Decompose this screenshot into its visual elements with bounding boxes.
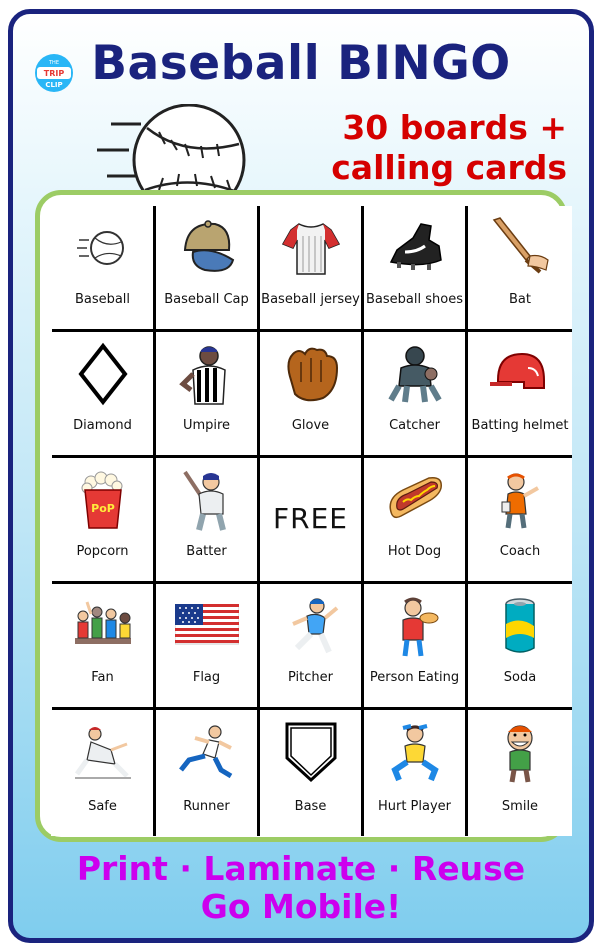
footer-line-1: Print · Laminate · Reuse — [76, 849, 526, 888]
hot-dog-icon — [383, 468, 447, 532]
smiling-man-icon — [488, 720, 552, 784]
bingo-cell — [156, 332, 260, 458]
tagline-line-2: calling cards — [331, 148, 567, 187]
tagline-line-1: 30 boards + — [342, 108, 567, 147]
bingo-cell — [468, 710, 572, 836]
sliding-player-icon — [71, 720, 135, 784]
cell-label: Catcher — [389, 418, 440, 433]
svg-text:CLIP: CLIP — [45, 81, 63, 89]
bingo-cell — [156, 206, 260, 332]
free-space-label: FREE — [273, 502, 348, 535]
cell-label: Bat — [509, 292, 531, 307]
bingo-cell — [52, 206, 156, 332]
umpire-icon — [175, 342, 239, 406]
coach-icon — [488, 468, 552, 532]
svg-text:THE: THE — [49, 60, 59, 66]
svg-text:TRIP: TRIP — [43, 69, 65, 78]
bingo-cell — [156, 710, 260, 836]
svg-text:PoP: PoP — [90, 502, 115, 515]
bingo-cell — [468, 584, 572, 710]
cell-label: Umpire — [182, 418, 231, 433]
page-title: Baseball BINGO — [91, 36, 511, 91]
cell-label: Hot Dog — [387, 544, 442, 559]
bingo-cell — [260, 584, 364, 710]
runner-icon — [175, 720, 239, 784]
bingo-grid — [51, 206, 572, 836]
cell-label: Flag — [192, 670, 221, 685]
bingo-cell — [468, 458, 572, 584]
free-cell — [260, 458, 364, 584]
cell-label: Hurt Player — [377, 799, 452, 814]
bingo-cell — [468, 332, 572, 458]
bingo-cell — [260, 206, 364, 332]
cell-label: Soda — [503, 670, 537, 685]
cell-label: Coach — [499, 544, 541, 559]
cell-label: Diamond — [73, 418, 132, 433]
pitcher-icon — [279, 594, 343, 658]
bingo-cell — [364, 584, 468, 710]
bingo-cell — [52, 710, 156, 836]
person-eating-icon — [383, 594, 447, 658]
cell-label: Person Eating — [369, 670, 460, 685]
bingo-cell — [52, 332, 156, 458]
cell-label: Pitcher — [288, 670, 333, 685]
bingo-cell — [52, 458, 156, 584]
home-plate-icon — [279, 720, 343, 784]
bingo-cell — [468, 206, 572, 332]
cell-label: Base — [294, 799, 327, 814]
bingo-cell — [52, 584, 156, 710]
tagline — [331, 108, 567, 188]
bingo-cell — [156, 584, 260, 710]
cell-label: Baseball shoes — [366, 292, 463, 307]
bat-icon — [488, 216, 552, 280]
bingo-cell — [364, 458, 468, 584]
bingo-card — [8, 9, 594, 943]
bingo-board — [51, 206, 571, 836]
cell-label: Smile — [501, 799, 539, 814]
baseball-icon — [75, 220, 131, 276]
cell-label: Fan — [91, 670, 114, 685]
soda-can-icon — [488, 594, 552, 658]
cell-label: Baseball Cap — [164, 292, 249, 307]
footer — [13, 850, 589, 926]
helmet-icon — [488, 342, 552, 406]
baseball-cap-icon — [175, 216, 239, 280]
cell-label: Baseball — [74, 292, 131, 307]
glove-icon — [279, 342, 343, 406]
jersey-icon — [279, 216, 343, 280]
popcorn-icon — [71, 468, 135, 532]
cell-label: Runner — [183, 799, 230, 814]
fans-icon — [71, 594, 135, 658]
cell-label: Popcorn — [76, 544, 129, 559]
cell-label: Batter — [186, 544, 227, 559]
bingo-cell — [260, 710, 364, 836]
cell-label: Batting helmet — [471, 418, 569, 433]
cleat-icon — [383, 216, 447, 280]
bingo-cell — [364, 206, 468, 332]
hurt-player-icon — [383, 720, 447, 784]
us-flag-icon — [175, 604, 239, 648]
bingo-cell — [260, 332, 364, 458]
bingo-cell — [156, 458, 260, 584]
bingo-cell — [364, 710, 468, 836]
cell-label: Safe — [88, 799, 117, 814]
footer-line-2: Go Mobile! — [200, 887, 402, 926]
bingo-cell — [364, 332, 468, 458]
cell-label: Glove — [291, 418, 330, 433]
batter-icon — [175, 468, 239, 532]
catcher-icon — [383, 342, 447, 406]
diamond-icon — [71, 342, 135, 406]
cell-label: Baseball jersey — [261, 292, 360, 307]
bingo-board-frame — [35, 190, 567, 842]
